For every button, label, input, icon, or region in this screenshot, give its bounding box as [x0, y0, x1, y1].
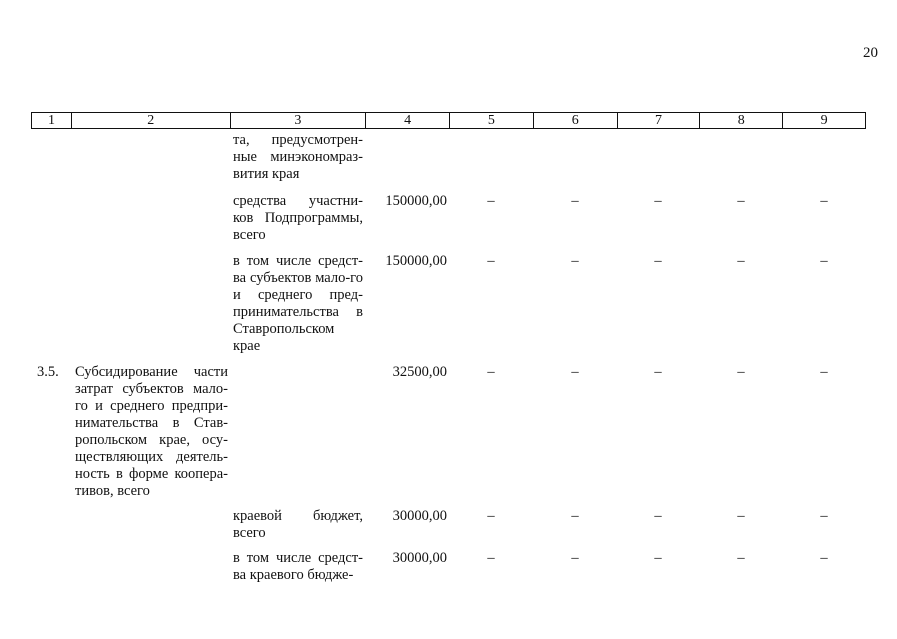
funding-source: в том числе средст-ва краевого бюдже-	[233, 550, 363, 583]
empty-cell-dash: –	[820, 550, 828, 566]
table-header-row	[31, 112, 866, 129]
header-col-9: 9	[820, 113, 828, 128]
header-col-2: 2	[72, 113, 231, 128]
header-col-7: 7	[618, 113, 701, 128]
header-col-6: 6	[534, 113, 618, 128]
header-col-3: 3	[231, 113, 367, 128]
empty-cell-dash: –	[654, 193, 662, 209]
header-col-8: 8	[700, 113, 783, 128]
empty-cell-dash: –	[487, 193, 495, 209]
empty-cell-dash: –	[571, 364, 579, 380]
empty-cell-dash: –	[737, 364, 745, 380]
amount-value: 32500,00	[392, 364, 447, 380]
empty-cell-dash: –	[487, 253, 495, 269]
empty-cell-dash: –	[571, 550, 579, 566]
empty-cell-dash: –	[487, 364, 495, 380]
amount-value: 150000,00	[385, 193, 447, 209]
amount-value: 30000,00	[392, 550, 447, 566]
item-number: 3.5.	[37, 364, 59, 380]
empty-cell-dash: –	[737, 193, 745, 209]
empty-cell-dash: –	[820, 508, 828, 524]
empty-cell-dash: –	[820, 193, 828, 209]
header-col-4: 4	[366, 113, 450, 128]
amount-value: 30000,00	[392, 508, 447, 524]
empty-cell-dash: –	[571, 193, 579, 209]
empty-cell-dash: –	[820, 364, 828, 380]
empty-cell-dash: –	[654, 364, 662, 380]
empty-cell-dash: –	[820, 253, 828, 269]
empty-cell-dash: –	[737, 253, 745, 269]
empty-cell-dash: –	[487, 508, 495, 524]
funding-source: средства участни-ков Подпрограммы, всего	[233, 193, 363, 243]
funding-source: в том числе средст-ва субъектов мало-го и среднего пред-принимательства в Ставропольском крае	[233, 253, 363, 354]
header-col-5: 5	[450, 113, 534, 128]
amount-value: 150000,00	[385, 253, 447, 269]
item-name: Субсидирование части затрат субъектов мало-го и среднего предпри-нимательства в Став-ропольском крае, осу-ществляющих деятель-ность в форме коопера-тивов, всего	[75, 364, 228, 499]
empty-cell-dash: –	[737, 550, 745, 566]
empty-cell-dash: –	[654, 253, 662, 269]
funding-source: краевой бюджет, всего	[233, 508, 363, 541]
empty-cell-dash: –	[654, 508, 662, 524]
page-number: 20	[863, 45, 878, 61]
empty-cell-dash: –	[487, 550, 495, 566]
header-col-1: 1	[32, 113, 72, 128]
empty-cell-dash: –	[737, 508, 745, 524]
funding-source: та, предусмотрен-ные минэкономраз-вития края	[233, 132, 363, 182]
empty-cell-dash: –	[654, 550, 662, 566]
empty-cell-dash: –	[571, 508, 579, 524]
empty-cell-dash: –	[571, 253, 579, 269]
